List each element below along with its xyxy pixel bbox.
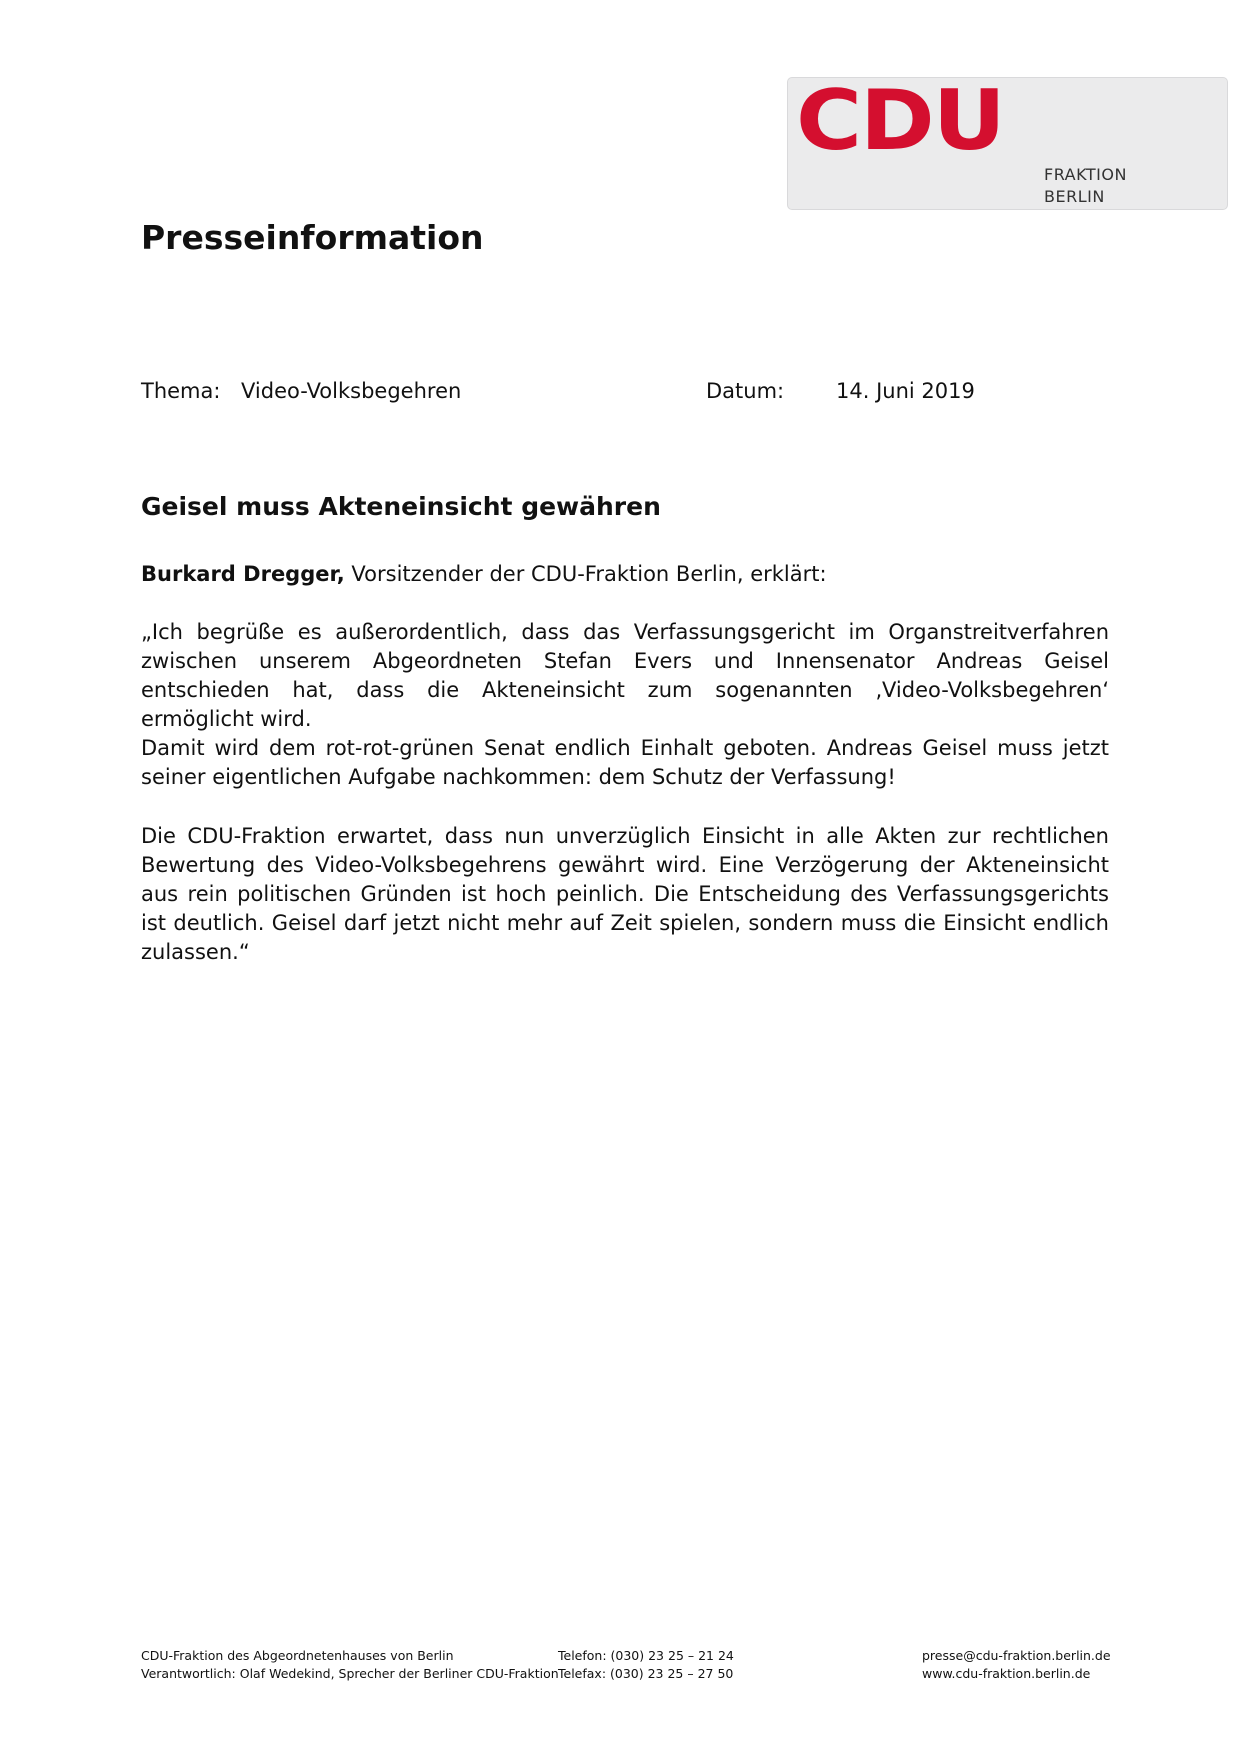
speaker-line [141, 560, 1109, 589]
logo-wordmark: CDU [796, 72, 1004, 170]
footer-website[interactable]: www.cdu-fraktion.berlin.de [922, 1666, 1091, 1681]
speaker-name: Burkard Dregger, [141, 562, 345, 586]
date-label: Datum: [706, 379, 785, 403]
logo-subtitle-line2: BERLIN [1044, 187, 1105, 206]
footer-org: CDU-Fraktion des Abgeordnetenhauses von Berlin [141, 1648, 454, 1663]
footer-phone-block [558, 1647, 734, 1683]
logo-subtitle-line1: FRAKTION [1044, 165, 1127, 184]
footer-contact-block [922, 1647, 1111, 1683]
footer-responsible: Verantwortlich: Olaf Wedekind, Sprecher der Berliner CDU-Fraktion [141, 1666, 559, 1681]
footer-org-block [141, 1647, 559, 1683]
logo-subtitle [1044, 164, 1127, 208]
footer-email[interactable]: presse@cdu-fraktion.berlin.de [922, 1648, 1111, 1663]
paragraph-3: Die CDU-Fraktion erwartet, dass nun unverzüglich Einsicht in alle Akten zur rechtlichen Bewertung des Video-Volksbegehrens gewährt wird. Eine Verzögerung der Akteneinsicht aus rein politischen Gründen ist hoch peinlich. Die Entscheidung des Verfassungsgerichts ist deutlich. Geisel darf jetzt nicht mehr auf Zeit spielen, sondern muss die Einsicht endlich zulassen.“ [141, 824, 1109, 964]
topic-label: Thema: [141, 379, 221, 403]
paragraph-1: „Ich begrüße es außerordentlich, dass das Verfassungsgericht im Organstreitverfahren zwischen unserem Abgeordneten Stefan Evers und Innensenator Andreas Geisel entschieden hat, dass die Akteneinsicht zum sogenannten ‚Video-Volksbegehren‘ ermöglicht wird. [141, 620, 1109, 731]
date-value: 14. Juni 2019 [836, 379, 975, 403]
page-title: Presseinformation [141, 218, 484, 257]
cdu-logo [787, 72, 1228, 210]
article-headline: Geisel muss Akteneinsicht gewähren [141, 492, 661, 521]
paragraph-2: Damit wird dem rot-rot-grünen Senat endlich Einhalt geboten. Andreas Geisel muss jetzt seiner eigentlichen Aufgabe nachkommen: dem Schutz der Verfassung! [141, 736, 1109, 789]
footer-phone: Telefon: (030) 23 25 – 21 24 [558, 1648, 734, 1663]
speaker-role: Vorsitzender der CDU-Fraktion Berlin, erklärt: [344, 562, 827, 586]
footer-fax: Telefax: (030) 23 25 – 27 50 [558, 1666, 734, 1681]
topic-value: Video-Volksbegehren [241, 379, 462, 403]
